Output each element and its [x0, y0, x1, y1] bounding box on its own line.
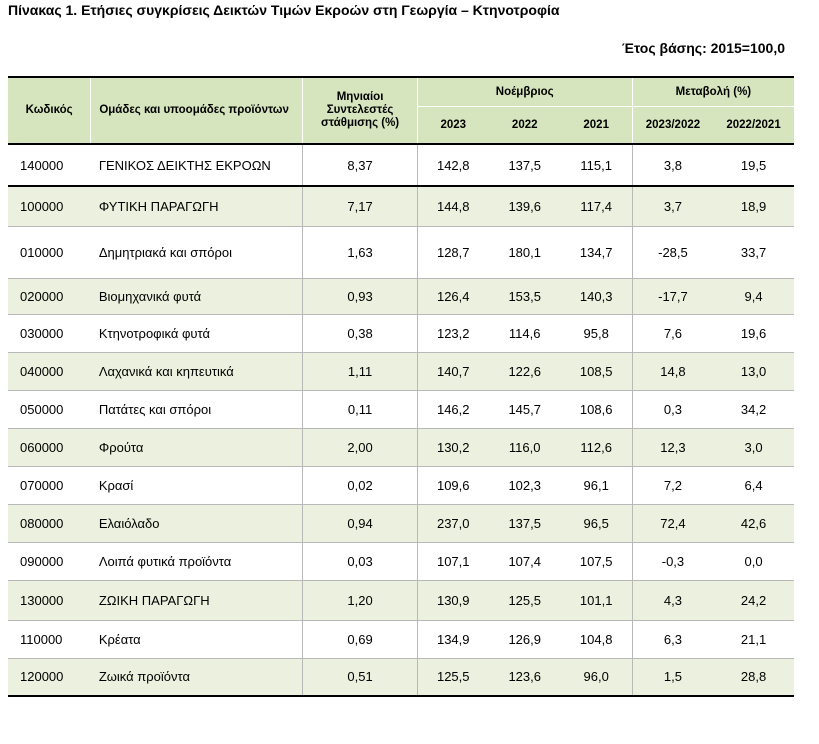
- cell-name: Λαχανικά και κηπευτικά: [91, 352, 303, 390]
- cell-2023: 107,1: [417, 542, 489, 580]
- cell-change-2022-2021: 34,2: [713, 390, 794, 428]
- cell-2022: 107,4: [489, 542, 561, 580]
- cell-name: Πατάτες και σπόροι: [91, 390, 303, 428]
- cell-2021: 134,7: [561, 226, 633, 278]
- cell-change-2022-2021: 6,4: [713, 466, 794, 504]
- cell-name: Φρούτα: [91, 428, 303, 466]
- cell-change-2023-2022: 72,4: [632, 504, 713, 542]
- cell-change-2022-2021: 21,1: [713, 620, 794, 658]
- cell-code: 040000: [8, 352, 91, 390]
- cell-code: 020000: [8, 278, 91, 314]
- cell-2023: 130,9: [417, 580, 489, 620]
- cell-2022: 137,5: [489, 504, 561, 542]
- header-weights: Μηνιαίοι Συντελεστές στάθμισης (%): [303, 77, 417, 144]
- cell-2022: 116,0: [489, 428, 561, 466]
- header-change-2023-2022: 2023/2022: [632, 107, 713, 145]
- cell-weight: 0,02: [303, 466, 417, 504]
- cell-weight: 2,00: [303, 428, 417, 466]
- header-groups: Ομάδες και υποομάδες προϊόντων: [91, 77, 303, 144]
- cell-change-2022-2021: 13,0: [713, 352, 794, 390]
- cell-weight: 0,03: [303, 542, 417, 580]
- cell-2023: 123,2: [417, 314, 489, 352]
- base-year-note: Έτος βάσης: 2015=100,0: [622, 40, 785, 56]
- cell-2022: 153,5: [489, 278, 561, 314]
- cell-code: 100000: [8, 186, 91, 226]
- table-row: [8, 428, 794, 466]
- cell-2022: 125,5: [489, 580, 561, 620]
- cell-2023: 146,2: [417, 390, 489, 428]
- cell-2023: 142,8: [417, 144, 489, 186]
- cell-change-2022-2021: 33,7: [713, 226, 794, 278]
- cell-2023: 128,7: [417, 226, 489, 278]
- cell-2022: 126,9: [489, 620, 561, 658]
- cell-change-2023-2022: 0,3: [632, 390, 713, 428]
- header-code: Κωδικός: [8, 77, 91, 144]
- cell-name: Βιομηχανικά φυτά: [91, 278, 303, 314]
- table-row: [8, 658, 794, 696]
- cell-name: Κτηνοτροφικά φυτά: [91, 314, 303, 352]
- cell-change-2023-2022: 1,5: [632, 658, 713, 696]
- cell-2023: 144,8: [417, 186, 489, 226]
- cell-change-2023-2022: -28,5: [632, 226, 713, 278]
- cell-2022: 102,3: [489, 466, 561, 504]
- cell-name: Κρασί: [91, 466, 303, 504]
- cell-2023: 130,2: [417, 428, 489, 466]
- cell-2022: 145,7: [489, 390, 561, 428]
- cell-code: 010000: [8, 226, 91, 278]
- cell-name: Λοιπά φυτικά προϊόντα: [91, 542, 303, 580]
- header-change: Μεταβολή (%): [632, 77, 794, 107]
- table-row: [8, 278, 794, 314]
- cell-2021: 140,3: [561, 278, 633, 314]
- header-year-2022: 2022: [489, 107, 561, 145]
- table-row: [8, 620, 794, 658]
- cell-2021: 96,1: [561, 466, 633, 504]
- cell-2021: 95,8: [561, 314, 633, 352]
- cell-change-2022-2021: 24,2: [713, 580, 794, 620]
- table-row: [8, 186, 794, 226]
- cell-change-2023-2022: 14,8: [632, 352, 713, 390]
- cell-2022: 122,6: [489, 352, 561, 390]
- cell-2021: 104,8: [561, 620, 633, 658]
- cell-2021: 101,1: [561, 580, 633, 620]
- cell-2023: 126,4: [417, 278, 489, 314]
- cell-change-2023-2022: -0,3: [632, 542, 713, 580]
- cell-code: 070000: [8, 466, 91, 504]
- cell-change-2023-2022: 7,2: [632, 466, 713, 504]
- cell-weight: 1,11: [303, 352, 417, 390]
- cell-change-2022-2021: 28,8: [713, 658, 794, 696]
- cell-weight: 0,51: [303, 658, 417, 696]
- cell-weight: 8,37: [303, 144, 417, 186]
- header-year-2021: 2021: [561, 107, 633, 145]
- cell-change-2023-2022: -17,7: [632, 278, 713, 314]
- cell-change-2022-2021: 3,0: [713, 428, 794, 466]
- cell-2023: 140,7: [417, 352, 489, 390]
- price-index-table: [8, 76, 794, 697]
- cell-change-2023-2022: 6,3: [632, 620, 713, 658]
- cell-2022: 123,6: [489, 658, 561, 696]
- cell-weight: 7,17: [303, 186, 417, 226]
- cell-2021: 115,1: [561, 144, 633, 186]
- cell-2023: 125,5: [417, 658, 489, 696]
- cell-2021: 112,6: [561, 428, 633, 466]
- cell-2022: 114,6: [489, 314, 561, 352]
- cell-code: 110000: [8, 620, 91, 658]
- cell-2023: 134,9: [417, 620, 489, 658]
- cell-code: 050000: [8, 390, 91, 428]
- cell-2022: 137,5: [489, 144, 561, 186]
- cell-code: 130000: [8, 580, 91, 620]
- table-row: [8, 542, 794, 580]
- header-year-2023: 2023: [417, 107, 489, 145]
- cell-2022: 139,6: [489, 186, 561, 226]
- cell-2022: 180,1: [489, 226, 561, 278]
- cell-code: 060000: [8, 428, 91, 466]
- table-body: [8, 144, 794, 696]
- table-row: [8, 504, 794, 542]
- header-change-2022-2021: 2022/2021: [713, 107, 794, 145]
- cell-change-2023-2022: 4,3: [632, 580, 713, 620]
- cell-change-2022-2021: 42,6: [713, 504, 794, 542]
- table-row: [8, 314, 794, 352]
- cell-code: 090000: [8, 542, 91, 580]
- cell-weight: 1,20: [303, 580, 417, 620]
- cell-weight: 0,94: [303, 504, 417, 542]
- cell-change-2023-2022: 3,7: [632, 186, 713, 226]
- cell-name: Ελαιόλαδο: [91, 504, 303, 542]
- cell-code: 030000: [8, 314, 91, 352]
- cell-name: ΓΕΝΙΚΟΣ ΔΕΙΚΤΗΣ ΕΚΡΟΩΝ: [91, 144, 303, 186]
- cell-name: ΖΩΙΚΗ ΠΑΡΑΓΩΓΗ: [91, 580, 303, 620]
- cell-2023: 237,0: [417, 504, 489, 542]
- table-row: [8, 580, 794, 620]
- cell-change-2022-2021: 19,6: [713, 314, 794, 352]
- cell-change-2023-2022: 3,8: [632, 144, 713, 186]
- cell-weight: 0,11: [303, 390, 417, 428]
- cell-weight: 0,69: [303, 620, 417, 658]
- cell-weight: 1,63: [303, 226, 417, 278]
- table-row: [8, 466, 794, 504]
- table-row: [8, 390, 794, 428]
- cell-2021: 96,0: [561, 658, 633, 696]
- cell-change-2022-2021: 9,4: [713, 278, 794, 314]
- table-row: [8, 226, 794, 278]
- cell-change-2022-2021: 19,5: [713, 144, 794, 186]
- cell-2021: 117,4: [561, 186, 633, 226]
- cell-2021: 107,5: [561, 542, 633, 580]
- cell-change-2022-2021: 18,9: [713, 186, 794, 226]
- cell-2021: 108,6: [561, 390, 633, 428]
- header-month: Νοέμβριος: [417, 77, 632, 107]
- cell-code: 120000: [8, 658, 91, 696]
- cell-name: Ζωικά προϊόντα: [91, 658, 303, 696]
- cell-change-2022-2021: 0,0: [713, 542, 794, 580]
- cell-name: Δημητριακά και σπόροι: [91, 226, 303, 278]
- table-row: [8, 352, 794, 390]
- cell-name: ΦΥΤΙΚΗ ΠΑΡΑΓΩΓΗ: [91, 186, 303, 226]
- cell-change-2023-2022: 7,6: [632, 314, 713, 352]
- cell-2023: 109,6: [417, 466, 489, 504]
- cell-2021: 96,5: [561, 504, 633, 542]
- cell-code: 080000: [8, 504, 91, 542]
- table-title: Πίνακας 1. Ετήσιες συγκρίσεις Δεικτών Τιμών Εκροών στη Γεωργία – Κτηνοτροφία: [8, 2, 560, 18]
- cell-name: Κρέατα: [91, 620, 303, 658]
- cell-2021: 108,5: [561, 352, 633, 390]
- table-row: [8, 144, 794, 186]
- cell-code: 140000: [8, 144, 91, 186]
- cell-weight: 0,38: [303, 314, 417, 352]
- cell-change-2023-2022: 12,3: [632, 428, 713, 466]
- cell-weight: 0,93: [303, 278, 417, 314]
